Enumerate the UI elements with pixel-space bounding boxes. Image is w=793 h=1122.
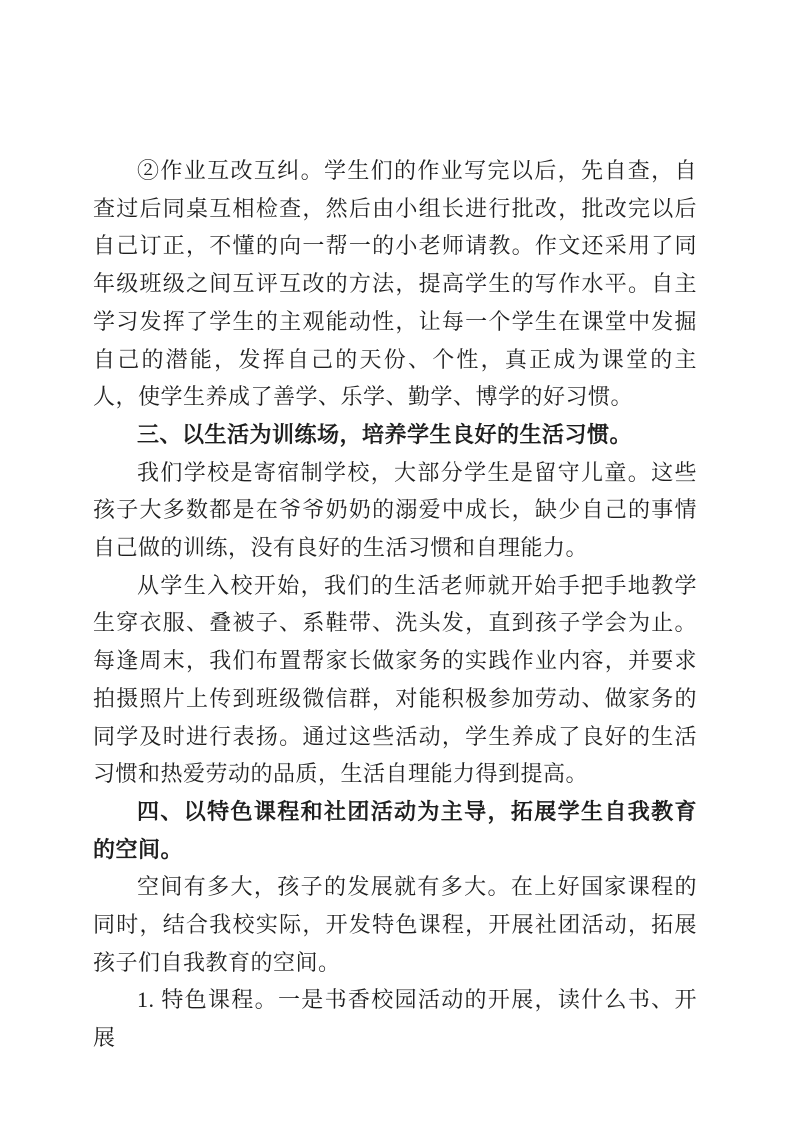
paragraph-self-education-space: 空间有多大，孩子的发展就有多大。在上好国家课程的同时，结合我校实际，开发特色课程，开展社团活动，拓展孩子们自我教育的空间。: [93, 874, 697, 975]
paragraph-life-teachers-chores: 从学生入校开始，我们的生活老师就开始手把手地教学生穿衣服、叠被子、系鞋带、洗头发，直到孩子学会为止。每逢周末，我们布置帮家长做家务的实践作业内容，并要求拍摄照片上传到班级微信群，对能积极参加劳动、做家务的同学及时进行表扬。通过这些活动，学生养成了良好的生活习惯和热爱劳动的品质，生活自理能力得到提高。: [93, 572, 697, 787]
paragraph-homework-mutual-correction: ②作业互改互纠。学生们的作业写完以后，先自查，自查过后同桌互相检查，然后由小组长进行批改，批改完以后自己订正，不懂的向一帮一的小老师请教。作文还采用了同年级班级之间互评互改的方法，提高学生的写作水平。自主学习发挥了学生的主观能动性，让每一个学生在课堂中发掘自己的潜能，发挥自己的天份、个性，真正成为课堂的主人，使学生养成了善学、乐学、勤学、博学的好习惯。: [93, 158, 697, 410]
paragraph-boarding-school-left-behind-children: 我们学校是寄宿制学校，大部分学生是留守儿童。这些孩子大多数都是在爷爷奶奶的溺爱中成长，缺少自己的事情自己做的训练，没有良好的生活习惯和自理能力。: [93, 459, 697, 561]
section-heading-3-life-training: 三、以生活为训练场，培养学生良好的生活习惯。: [137, 421, 633, 447]
section-heading-4-special-courses-clubs: 四、以特色课程和社团活动为主导，拓展学生自我教育的空间。: [93, 798, 697, 862]
document-body: [93, 152, 697, 1057]
paragraph-special-courses-reading: 1. 特色课程。一是书香校园活动的开展，读什么书、开展: [93, 987, 697, 1051]
